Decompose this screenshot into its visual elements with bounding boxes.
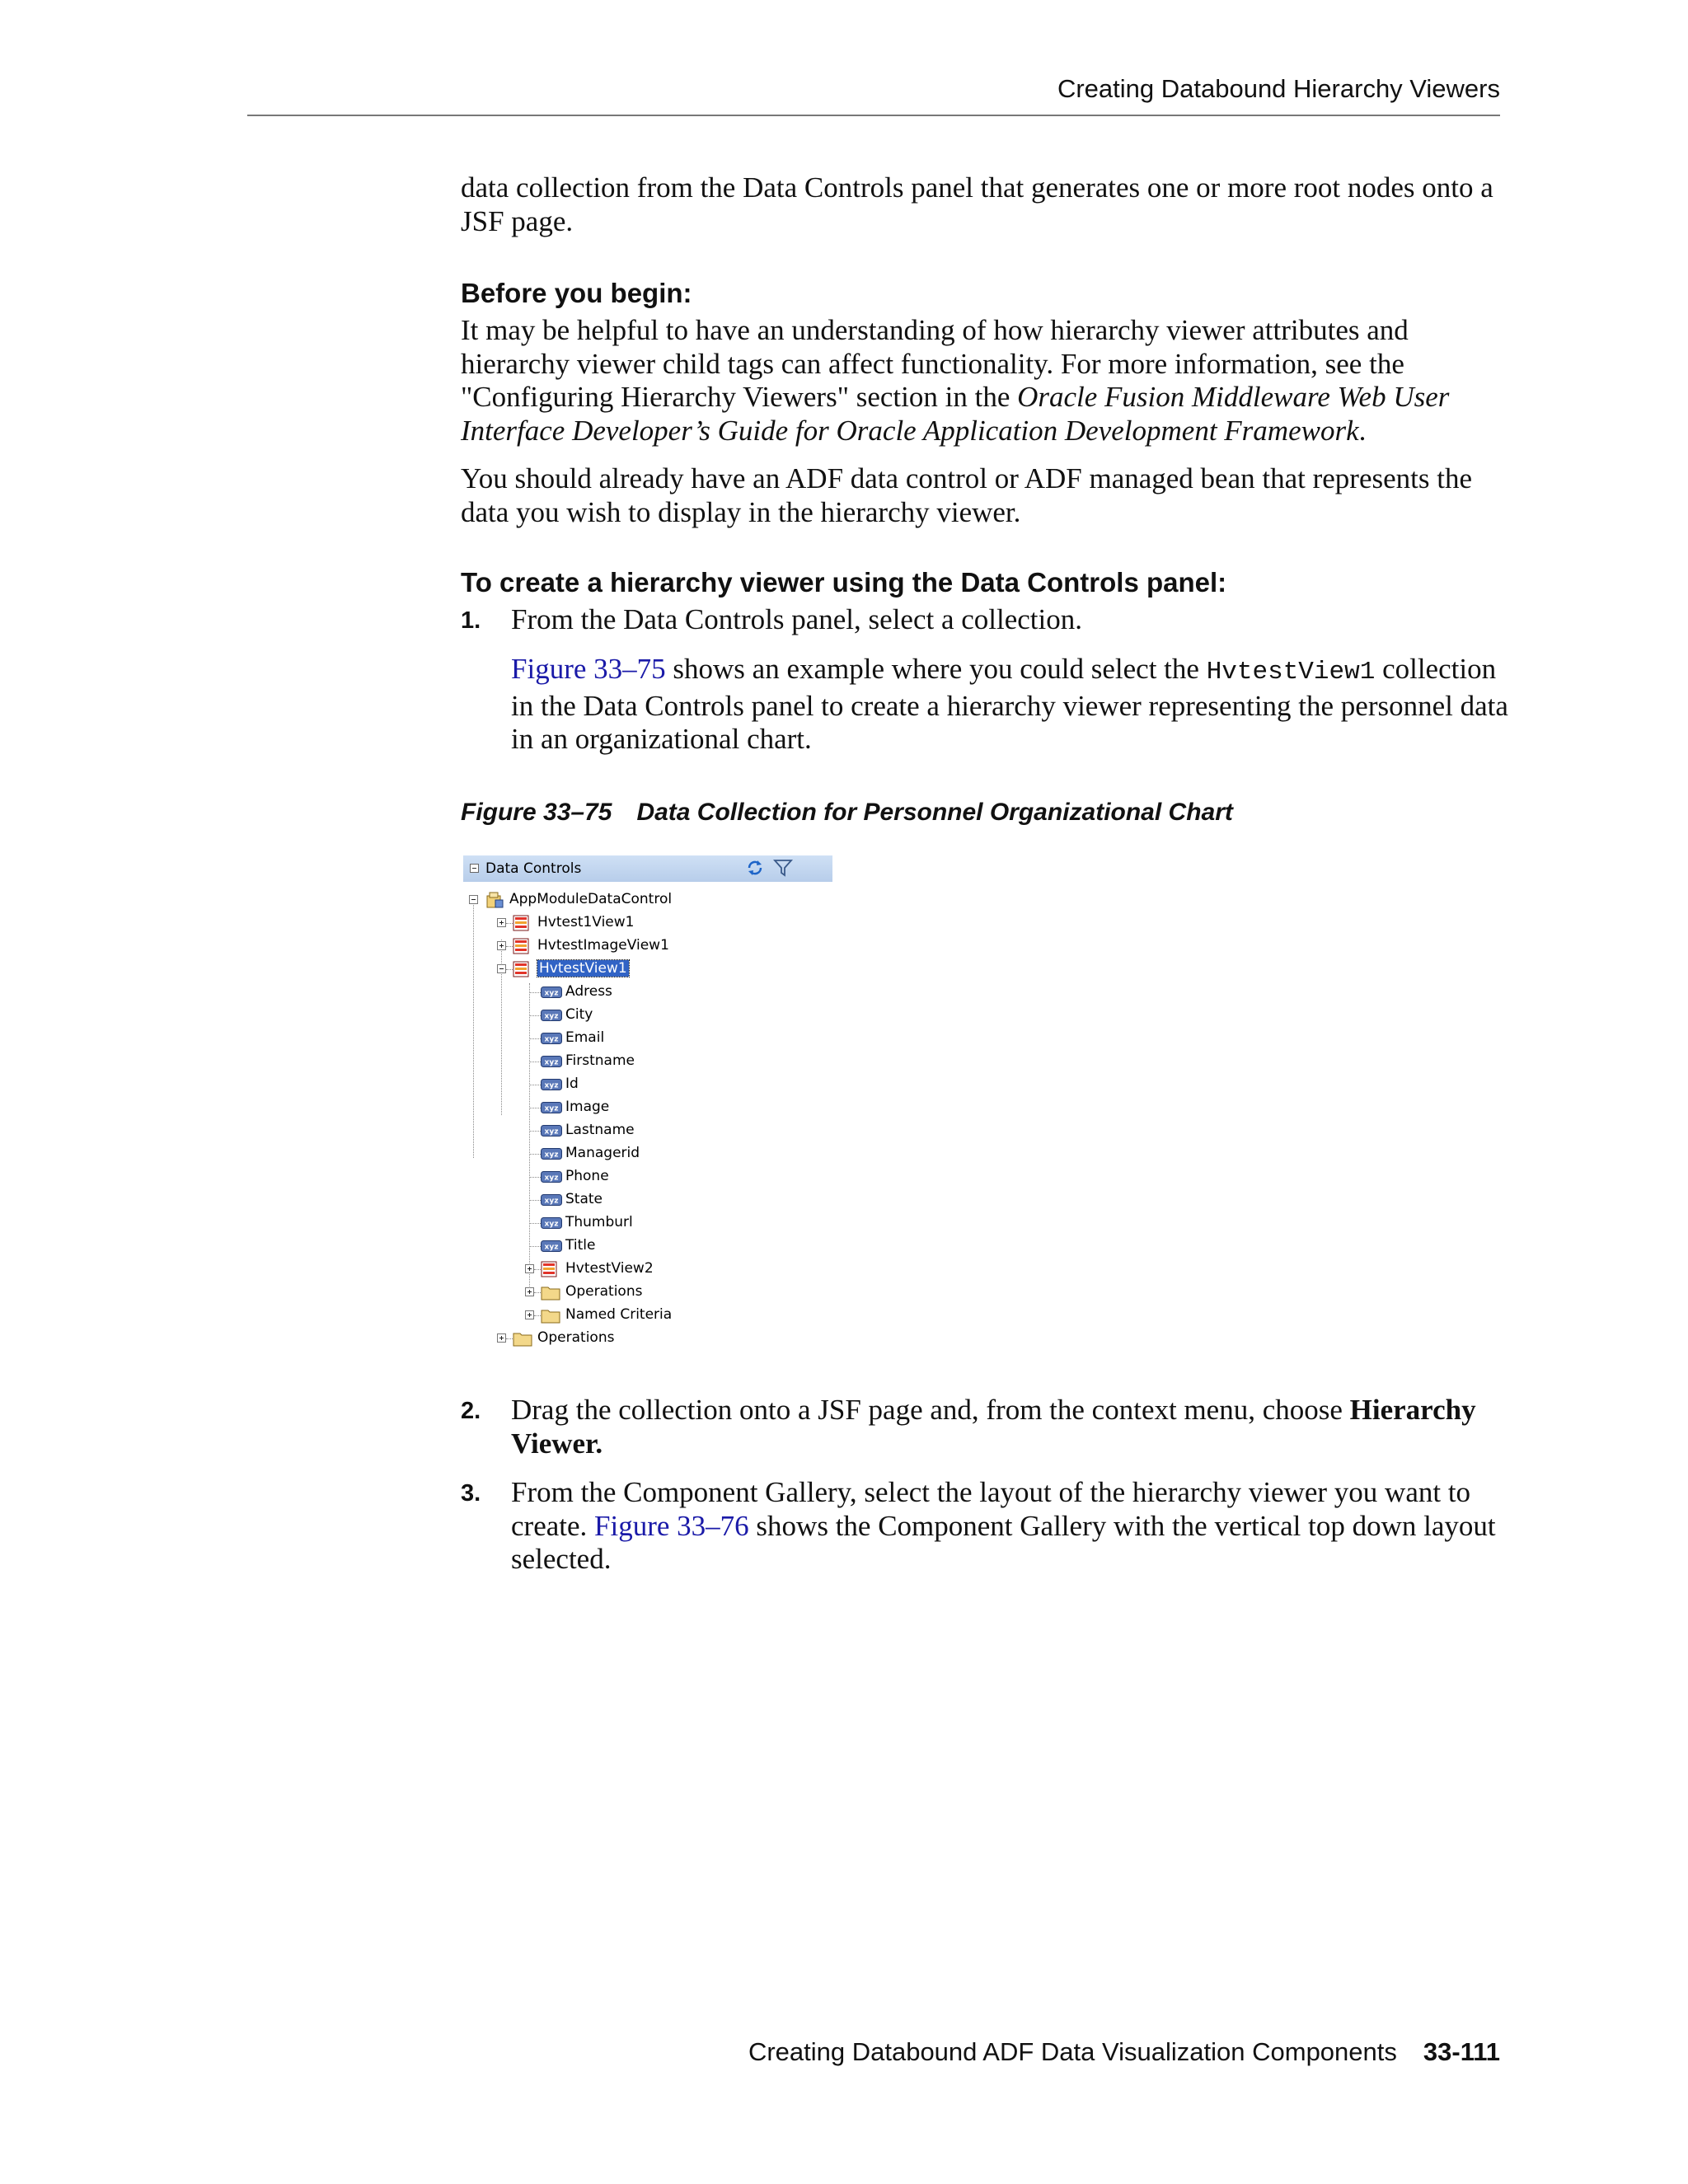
tree-label-attribute: State [565, 1191, 603, 1207]
tree-connector [506, 946, 513, 947]
tree-row-named-criteria[interactable] [463, 1304, 832, 1327]
tree-connector [506, 923, 513, 924]
svg-text:xyz: xyz [544, 1035, 559, 1044]
attribute-icon [541, 1148, 562, 1160]
attribute-icon [541, 1125, 562, 1137]
tree-connector [529, 992, 541, 993]
tree-label-attribute: Image [565, 1099, 610, 1115]
figure-title: Data Collection for Personnel Organizational Chart [636, 799, 1233, 826]
step-2-number: 2. [461, 1398, 481, 1424]
tree-connector [529, 1131, 541, 1132]
guide-title: Oracle Fusion Middleware Web User Interface Developer’s Guide for Oracle Application Development Framework [461, 381, 1450, 447]
attribute-icon [541, 987, 562, 998]
tree-label-attribute: Lastname [565, 1122, 635, 1138]
data-controls-title: Data Controls [485, 860, 582, 877]
intro-paragraph: data collection from the Data Controls panel that generates one or more root nodes onto a JSF page. [461, 171, 1493, 237]
before-paragraph-text: It may be helpful to have an understanding of how hierarchy viewer attributes and hierarchy viewer child tags can affect functionality. For more information, see the "Configuring Hierarchy Viewers" section in the [461, 314, 1409, 413]
tree-label-root: AppModuleDataControl [509, 891, 673, 907]
figure-caption [461, 799, 1233, 827]
attribute-icon [541, 1079, 562, 1090]
step-3-text-body-2: shows the Component Gallery with the vertical top down layout selected. [511, 1509, 1496, 1575]
tree-label-view: HvtestImageView1 [537, 937, 669, 954]
svg-text:xyz: xyz [544, 1081, 559, 1090]
tree-label-attribute: Phone [565, 1168, 609, 1184]
tree-label-attribute: Firstname [565, 1052, 635, 1069]
data-controls-header [463, 855, 832, 882]
svg-text:xyz: xyz [544, 989, 559, 998]
step-3-text-body: From the Component Gallery, select the layout of the hierarchy viewer you want to create. [511, 1476, 1471, 1542]
filter-icon[interactable] [773, 858, 793, 878]
tree-row-root[interactable] [463, 888, 832, 912]
attribute-icon [541, 1171, 562, 1183]
attribute-icon [541, 1033, 562, 1044]
figure-33-75-link[interactable]: Figure 33–75 [511, 653, 666, 685]
tree-connector [506, 1338, 513, 1339]
tree-label-attribute: Email [565, 1029, 605, 1046]
step-2-text-body: Drag the collection onto a JSF page and, from the context menu, choose [511, 1394, 1350, 1426]
tree-row-child-view[interactable] [463, 1258, 832, 1281]
data-controls-panel [463, 855, 832, 1350]
tree-connector [534, 1315, 541, 1316]
folder-icon [541, 1307, 560, 1324]
tree-row-attribute[interactable] [463, 1050, 832, 1073]
tree-row-view[interactable] [463, 935, 832, 958]
tree-label-view-selected: HvtestView1 [539, 960, 627, 977]
tree-connector [529, 1246, 541, 1247]
tree-row-attribute[interactable] [463, 1235, 832, 1258]
tree-row-attribute[interactable] [463, 981, 832, 1004]
tree-row-attribute[interactable] [463, 1188, 832, 1212]
attribute-icon [541, 1217, 562, 1229]
expand-icon[interactable] [497, 941, 506, 950]
before-you-begin-heading: Before you begin: [461, 278, 692, 308]
tree-label-attribute: Managerid [565, 1145, 640, 1161]
step-1-detail [511, 653, 1518, 757]
tree-label-view: Hvtest1View1 [537, 914, 635, 930]
expand-icon[interactable] [525, 1264, 534, 1273]
tree-row-attribute[interactable] [463, 1027, 832, 1050]
tree-connector [529, 1015, 541, 1016]
step-2-text [511, 1394, 1518, 1460]
tree-connector [529, 1223, 541, 1224]
refresh-icon[interactable] [745, 858, 765, 878]
tree-row-attribute[interactable] [463, 1165, 832, 1188]
tree-label-attribute: Id [565, 1076, 579, 1092]
tree-label-named-criteria: Named Criteria [565, 1306, 673, 1323]
tree-label-operations: Operations [537, 1329, 615, 1346]
folder-icon [541, 1284, 560, 1301]
tree-row-attribute[interactable] [463, 1142, 832, 1165]
step-1-detail-text-2: collection in the Data Controls panel to create a hierarchy viewer representing the personnel data in an organizational chart. [511, 653, 1508, 755]
tree-label-attribute: Title [565, 1237, 596, 1254]
tree-row-child-operations[interactable] [463, 1281, 832, 1304]
svg-text:xyz: xyz [544, 1012, 559, 1021]
tree-connector [529, 1154, 541, 1155]
view-object-icon [541, 1261, 557, 1277]
tree-label-attribute: City [565, 1006, 593, 1023]
attribute-icon [541, 1240, 562, 1252]
tree-connector [529, 1200, 541, 1201]
svg-text:xyz: xyz [544, 1174, 559, 1183]
attribute-icon [541, 1102, 562, 1113]
tree-row-attribute[interactable] [463, 1119, 832, 1142]
figure-number: Figure 33–75 [461, 799, 612, 826]
tree-row-attribute[interactable] [463, 1073, 832, 1096]
attribute-icon [541, 1056, 562, 1067]
header-rule [247, 115, 1500, 116]
page-number: 33-111 [1423, 2037, 1500, 2066]
view-object-icon [513, 915, 529, 931]
svg-text:xyz: xyz [544, 1220, 559, 1229]
step-1-detail-text: shows an example where you could select the [665, 653, 1207, 685]
footer-chapter-title: Creating Databound ADF Data Visualization Components [748, 2037, 1397, 2066]
running-header: Creating Databound Hierarchy Viewers [1057, 74, 1500, 103]
svg-text:xyz: xyz [544, 1243, 559, 1252]
svg-text:xyz: xyz [544, 1197, 559, 1206]
hierarchy-viewer-term: Hierarchy Viewer. [511, 1394, 1476, 1460]
panel-collapse-icon[interactable] [470, 864, 479, 873]
svg-text:xyz: xyz [544, 1127, 559, 1137]
expand-icon[interactable] [497, 918, 506, 927]
attribute-icon [541, 1194, 562, 1206]
svg-text:xyz: xyz [544, 1058, 559, 1067]
before-you-begin-paragraph [461, 314, 1516, 448]
prerequisite-paragraph: You should already have an ADF data control or ADF managed bean that represents the data you wish to display in the hierarchy viewer. [461, 462, 1472, 528]
tree-row-attribute[interactable] [463, 1096, 832, 1119]
figure-33-76-link[interactable]: Figure 33–76 [594, 1509, 749, 1542]
step-3-number: 3. [461, 1480, 481, 1507]
tree-connector [529, 1177, 541, 1178]
view-object-icon [513, 938, 529, 954]
tree-label-attribute: Thumburl [565, 1214, 633, 1230]
step-1-text: From the Data Controls panel, select a collection. [511, 603, 1082, 635]
expand-icon[interactable] [525, 1310, 534, 1319]
step-1-number: 1. [461, 607, 481, 634]
tree-row-attribute[interactable] [463, 1212, 832, 1235]
tree-connector [534, 1292, 541, 1293]
tree-row-root-operations[interactable] [463, 1327, 832, 1350]
view-object-icon [513, 961, 529, 977]
svg-text:xyz: xyz [544, 1104, 559, 1113]
tree-connector [506, 969, 513, 970]
expand-icon[interactable] [525, 1287, 534, 1296]
collapse-icon[interactable] [497, 964, 506, 973]
procedure-heading: To create a hierarchy viewer using the Data Controls panel: [461, 567, 1227, 598]
tree-row-view[interactable] [463, 912, 832, 935]
tree-connector [534, 1269, 541, 1270]
running-footer [748, 2037, 1500, 2067]
expand-icon[interactable] [497, 1333, 506, 1343]
tree-label-child-view: HvtestView2 [565, 1260, 654, 1277]
hvtestview1-code: HvtestView1 [1206, 658, 1376, 687]
tree-label-operations: Operations [565, 1283, 643, 1300]
attribute-icon [541, 1010, 562, 1021]
tree-connector [529, 1038, 541, 1039]
svg-text:xyz: xyz [544, 1151, 559, 1160]
tree-row-attribute[interactable] [463, 1004, 832, 1027]
app-module-icon [485, 891, 504, 909]
folder-icon [513, 1330, 532, 1347]
tree-label-attribute: Adress [565, 983, 612, 1000]
tree-row-view-selected[interactable] [463, 958, 832, 981]
collapse-icon[interactable] [469, 895, 478, 904]
before-paragraph-end: . [1358, 414, 1367, 447]
step-3-text [511, 1476, 1518, 1577]
